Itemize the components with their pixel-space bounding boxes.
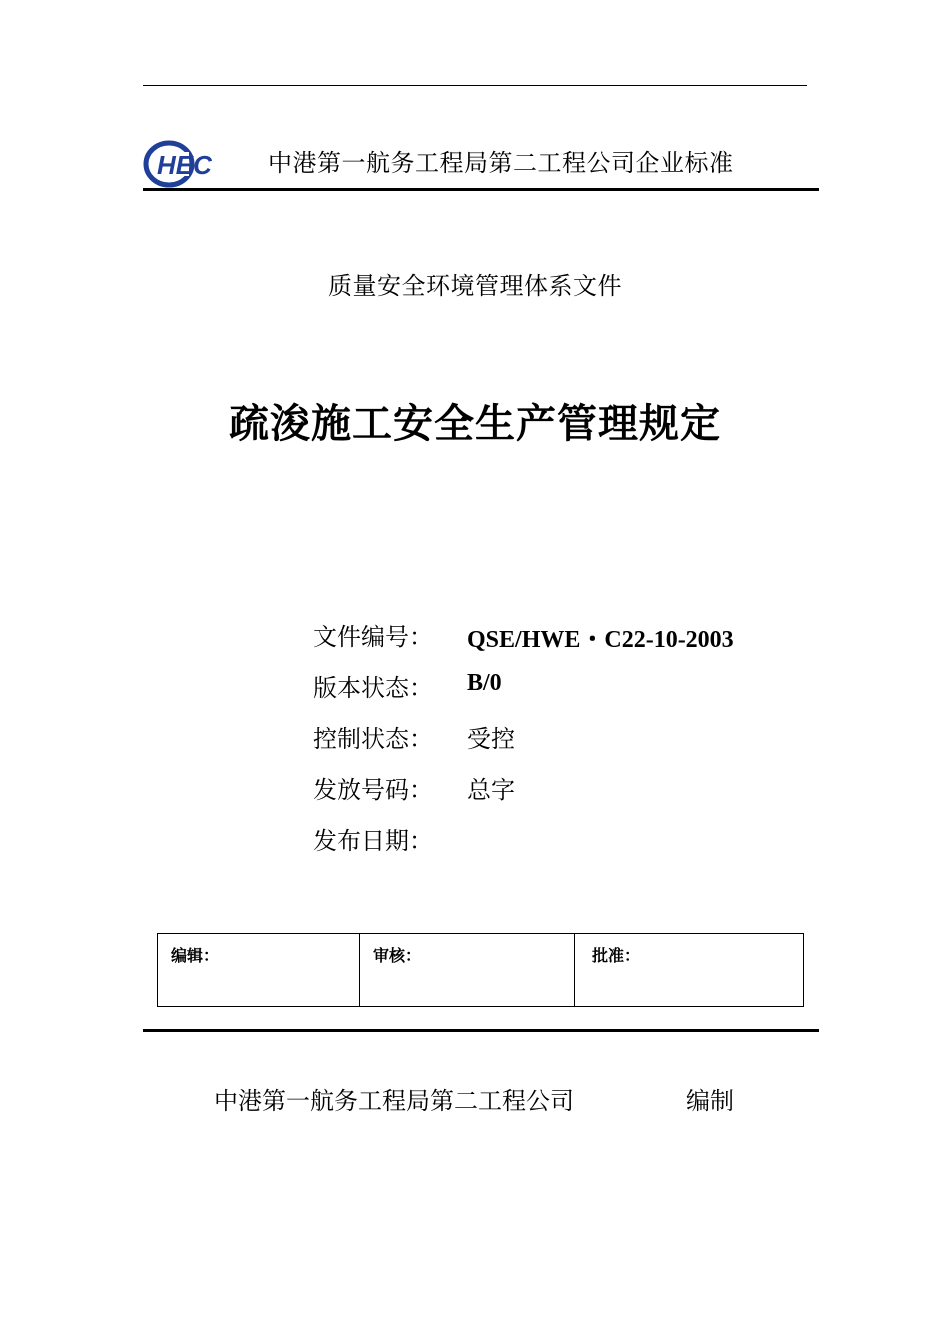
version-label: 版本状态：	[313, 674, 433, 702]
control-status-label: 控制状态：	[313, 725, 433, 753]
version-value: B/0	[467, 670, 502, 696]
document-title: 疏浚施工安全生产管理规定	[229, 401, 721, 447]
doc-number-value: QSE/HWE・C22-10-2003	[467, 627, 734, 653]
control-status-value: 受控	[467, 725, 515, 753]
header-divider	[143, 188, 819, 191]
doc-number-label: 文件编号：	[313, 623, 433, 651]
footer-divider	[143, 1029, 819, 1032]
editor-label: 编辑：	[171, 946, 220, 965]
signoff-table	[157, 933, 804, 1007]
editor-cell	[158, 934, 360, 1006]
release-date-label: 发布日期：	[313, 827, 433, 855]
issue-number-label: 发放号码：	[313, 776, 433, 804]
reviewer-label: 审核：	[373, 946, 422, 965]
logo-text: HEC	[157, 150, 212, 180]
approver-cell	[575, 934, 803, 1006]
footer-compiled: 编制	[686, 1087, 734, 1115]
header-title: 中港第一航务工程局第二工程公司企业标准	[268, 149, 734, 177]
top-rule	[143, 85, 807, 86]
footer-company: 中港第一航务工程局第二工程公司	[214, 1087, 574, 1115]
hec-logo-icon	[143, 138, 227, 188]
document-category: 质量安全环境管理体系文件	[328, 272, 622, 300]
approver-label: 批准：	[592, 946, 641, 965]
company-logo	[143, 138, 227, 188]
issue-number-value: 总字	[467, 776, 515, 804]
reviewer-cell	[360, 934, 575, 1006]
